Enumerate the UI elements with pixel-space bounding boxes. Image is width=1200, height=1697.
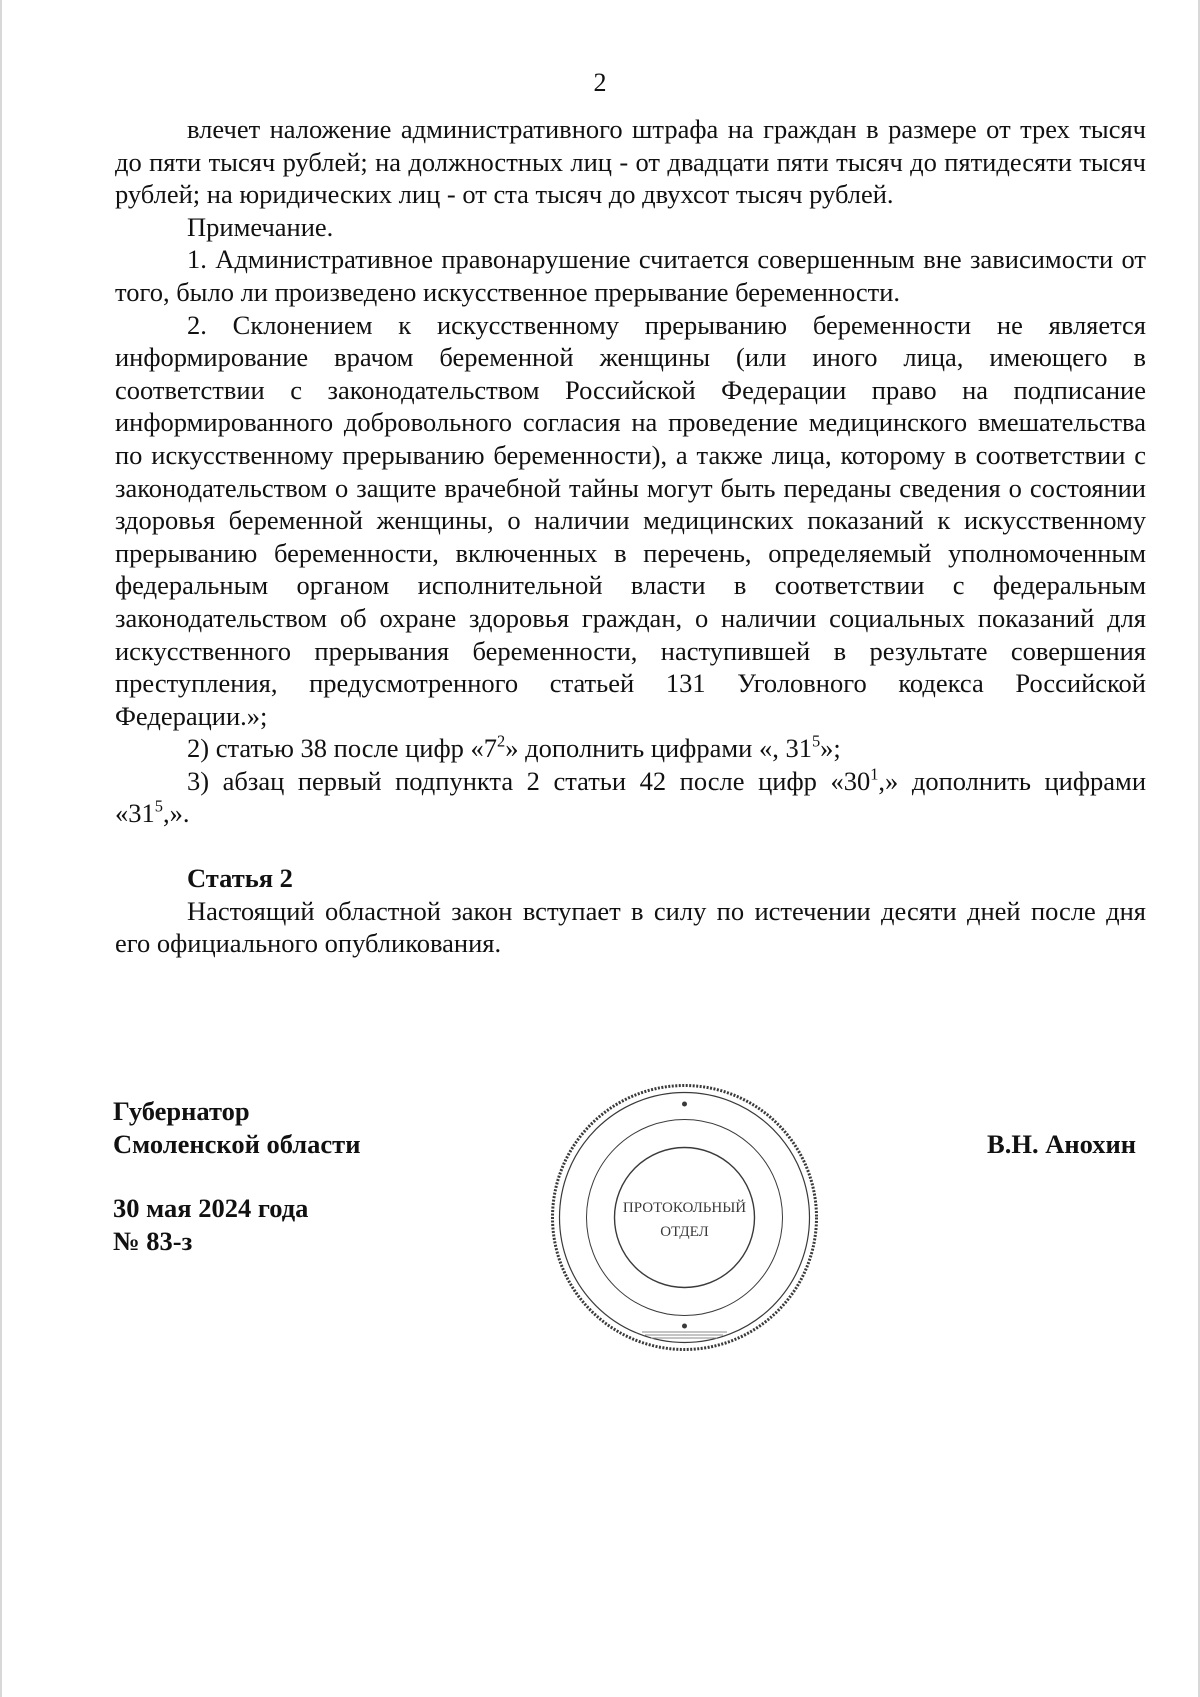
stamp-center-line-2: ОТДЕЛ: [660, 1224, 709, 1240]
amendment-2-text-b: » дополнить цифрами «, 31: [505, 733, 812, 764]
law-date: 30 мая 2024 года: [113, 1193, 309, 1223]
amendment-3-text-c: ,».: [162, 798, 190, 829]
paragraph-penalty: влечет наложение административного штрафа на граждан в размере от трех тысяч до пяти тысяч рублей; на должностных лиц - от двадцати пяти тысяч до пятидесяти тысяч рублей; на юридических лиц - от ста тысяч до двухсот тысяч рублей.: [115, 114, 1146, 210]
article-2-text: Настоящий областной закон вступает в силу по истечении десяти дней после дня его официального опубликования.: [115, 895, 1146, 959]
paragraph-note-1: 1. Административное правонарушение считается совершенным вне зависимости от того, было ли произведено искусственное прерывание беременности.: [115, 244, 1146, 307]
paragraph-note-heading: Примечание.: [187, 211, 334, 242]
law-date-block: [113, 1192, 308, 1257]
amendment-2-superscript-b: 5: [811, 731, 821, 751]
official-seal-stamp: [547, 1080, 822, 1355]
paragraph-note-2: 2. Склонением к искусственному прерыванию беременности не является информирование врачом беременной женщины (или иного лица, имеющего в соответствии с законодательством Российской Федерации право на подписание информированного добровольного согласия на проведение медицинского вмешательства по искусственному прерыванию беременности), а также лица, которому в соответствии с законодательством о защите врачебной тайны могут быть переданы сведения о состоянии здоровья беременной женщины, о наличии медицинских показаний к искусственному прерыванию беременности, включенных в перечень, определяемый уполномоченным федеральным органом исполнительной власти в соответствии с федеральным законодательством об охране здоровья граждан, о наличии социальных показаний для искусственного прерывания беременности, наступившей в результате совершения преступления, предусмотренного статьей 131 Уголовного кодекса Российской Федерации.»;: [115, 309, 1146, 731]
amendment-3-superscript-b: 5: [154, 796, 163, 816]
signatory-name: В.Н. Анохин: [987, 1129, 1136, 1159]
document-body: [115, 113, 1146, 960]
signatory-title-line-1: Губернатор: [113, 1096, 250, 1126]
amendment-2-text-a: 2) статью 38 после цифр «7: [187, 733, 498, 764]
amendment-3-text-a: 3) абзац первый подпункта 2 статьи 42 после цифр «30: [187, 765, 871, 796]
stamp-center-line-1: ПРОТОКОЛЬНЫЙ: [622, 1200, 747, 1216]
law-number: № 83-з: [113, 1225, 193, 1256]
article-2-heading: Статья 2: [187, 863, 293, 894]
paragraph-amendment-3: [115, 765, 1146, 830]
paragraph-amendment-2: [115, 732, 1146, 765]
signatory-title-line-2: Смоленской области: [113, 1128, 361, 1159]
amendment-2-text-c: »;: [820, 733, 841, 764]
amendment-2-superscript-a: 2: [497, 731, 506, 751]
amendment-3-superscript-a: 1: [870, 764, 879, 784]
page-number: 2: [593, 68, 607, 97]
amendment-3-text-b: ,» дополнить цифрами «31: [115, 765, 1146, 829]
signatory-title: [113, 1095, 360, 1160]
spacer: [115, 830, 1146, 862]
